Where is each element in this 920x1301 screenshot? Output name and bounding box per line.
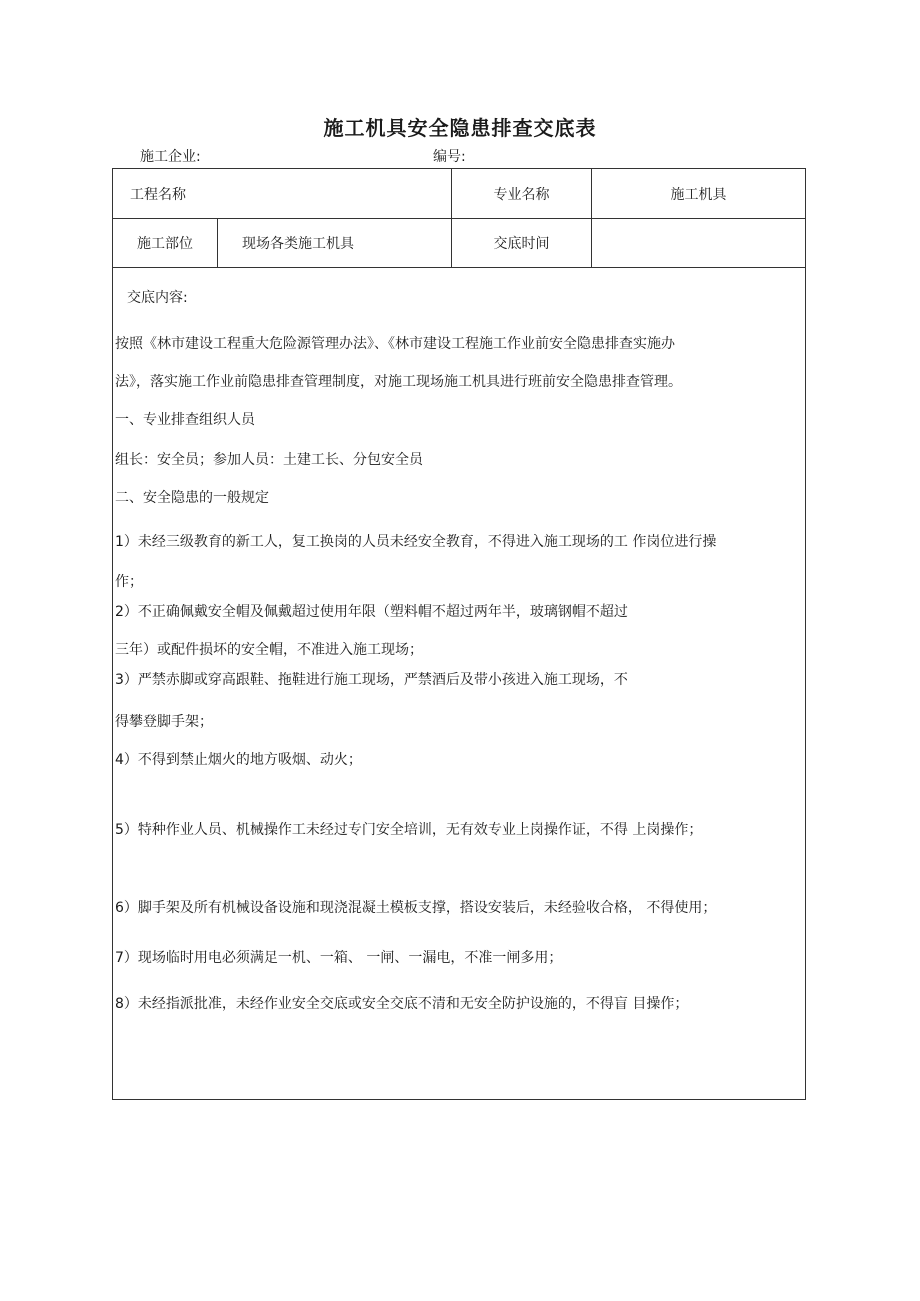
rule-item-5: 5）特种作业人员、机械操作工未经过专门安全培训，无有效专业上岗操作证，不得 上岗操作； (115, 822, 703, 838)
table-row-location (113, 218, 805, 268)
intro-line-1: 按照《林市建设工程重大危险源管理办法》、《林市建设工程施工作业前安全隐患排查实施办 (115, 336, 675, 352)
specialty-value: 施工机具 (670, 186, 727, 203)
location-value: 现场各类施工机具 (218, 218, 452, 267)
section-1-text: 组长：安全员；参加人员：土建工长、分包安全员 (115, 452, 423, 468)
section-2-heading: 二、安全隐患的一般规定 (115, 490, 269, 506)
specialty-label: 专业名称 (452, 169, 592, 218)
rule-item-2b: 三年）或配件损坏的安全帽，不准进入施工现场； (115, 642, 423, 658)
company-label: 施工企业: (140, 149, 201, 165)
location-label: 施工部位 (113, 218, 218, 267)
intro-line-2: 法》，落实施工作业前隐患排查管理制度，对施工现场施工机具进行班前安全隐患排查管理。 (115, 374, 682, 390)
handover-form-table (112, 168, 806, 1100)
content-heading: 交底内容: (127, 290, 188, 306)
rule-item-3a: 3）严禁赤脚或穿高跟鞋、拖鞋进行施工现场，严禁酒后及带小孩进入施工现场，不 (115, 672, 628, 688)
time-label: 交底时间 (452, 218, 592, 267)
rule-item-1b: 作； (115, 574, 143, 590)
rule-item-8: 8）未经指派批准，未经作业安全交底或安全交底不清和无安全防护设施的，不得盲 目操作； (115, 996, 689, 1012)
number-label: 编号: (433, 149, 466, 165)
rule-item-2a: 2）不正确佩戴安全帽及佩戴超过使用年限（塑料帽不超过两年半，玻璃钢帽不超过 (115, 604, 628, 620)
rule-item-7: 7）现场临时用电必须满足一机、一箱、 一闸、一漏电，不准一闸多用； (115, 950, 563, 966)
page-title: 施工机具安全隐患排查交底表 (323, 116, 597, 140)
table-row-project (113, 169, 805, 219)
section-1-heading: 一、专业排查组织人员 (115, 412, 255, 428)
project-name-label: 工程名称 (113, 169, 452, 218)
rule-item-6: 6）脚手架及所有机械设备设施和现浇混凝土模板支撑，搭设安装后，未经验收合格， 不得使用； (115, 900, 717, 916)
time-value (592, 218, 805, 267)
rule-item-4: 4）不得到禁止烟火的地方吸烟、动火； (115, 752, 362, 768)
rule-item-1a: 1）未经三级教育的新工人，复工换岗的人员未经安全教育，不得进入施工现场的工 作岗位进行操 (115, 534, 717, 550)
rule-item-3b: 得攀登脚手架； (115, 714, 213, 730)
